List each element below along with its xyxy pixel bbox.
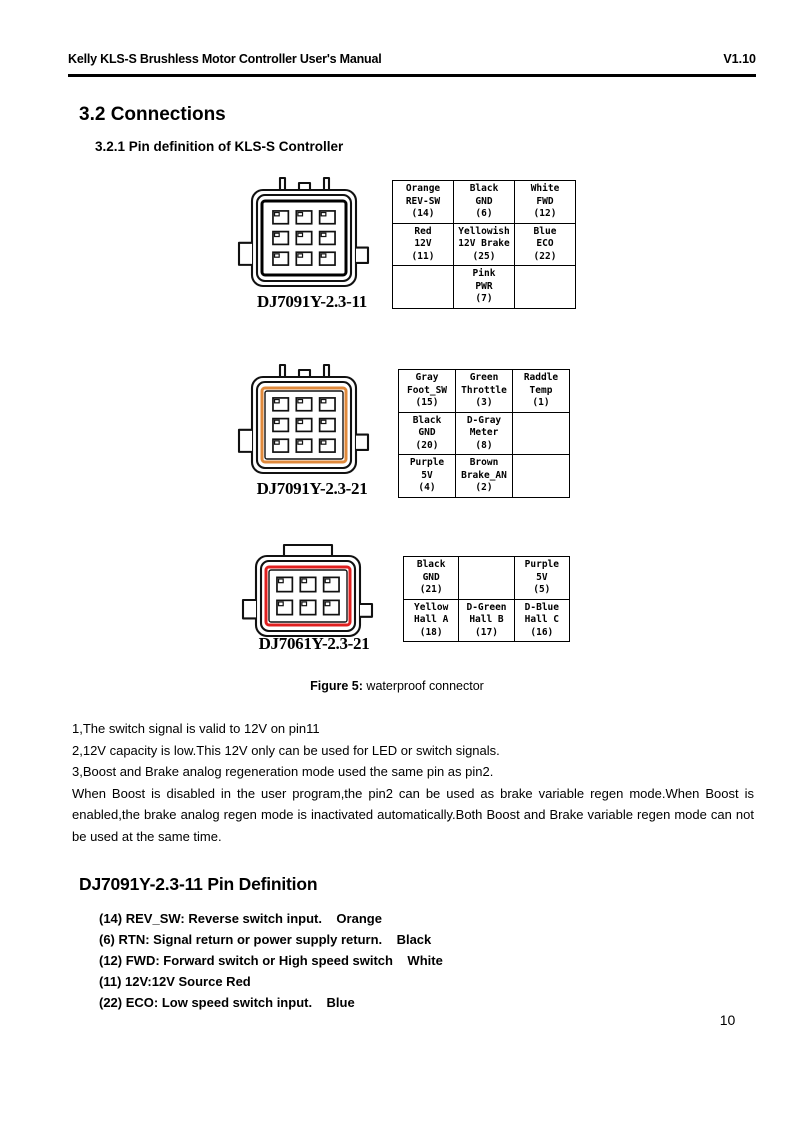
table-row: [393, 223, 576, 266]
pin-signal: GND: [418, 427, 436, 439]
pin-signal: 12V Brake: [458, 238, 510, 250]
pin-pin: (15): [415, 397, 439, 409]
pin-cell: [393, 181, 454, 224]
pin-table-3: [403, 556, 570, 642]
pin-color: Gray: [415, 372, 439, 383]
notes-block: [72, 718, 754, 847]
pin-pin: (2): [475, 482, 493, 494]
pin-color: Brown: [469, 457, 499, 469]
pin-cell: [454, 181, 515, 224]
pin-definition-item: (14) REV_SW: Reverse switch input. Orange: [99, 911, 382, 926]
connector-drawing-2: [236, 363, 388, 511]
pin-color: Red: [414, 225, 432, 237]
table-row: [399, 370, 570, 413]
pin-signal: 12V: [414, 238, 432, 250]
pin-signal: 5V: [536, 571, 548, 583]
connector-2-graphic: [236, 363, 388, 490]
pin-definition-item: (12) FWD: Forward switch or High speed switch White: [99, 953, 443, 968]
pin-pin: (18): [419, 626, 443, 638]
note-line-1: 1,The switch signal is valid to 12V on pin11: [72, 721, 320, 736]
pin-signal: Throttle: [461, 384, 507, 396]
pin-definition-item: (6) RTN: Signal return or power supply return. Black: [99, 932, 432, 947]
pin-color: D-Green: [466, 601, 507, 613]
pin-cell-empty: [513, 455, 570, 498]
figure-caption-label: Figure 5:: [310, 679, 363, 693]
table-row: [393, 181, 576, 224]
pin-cell: [399, 455, 456, 498]
table-row: [399, 455, 570, 498]
pin-color: Black: [469, 183, 499, 194]
pin-signal: Meter: [469, 427, 499, 439]
pin-signal: PWR: [475, 280, 493, 292]
figure-caption-text: waterproof connector: [362, 679, 484, 693]
pin-color: D-Blue: [524, 601, 559, 613]
pin-pin: (1): [532, 397, 550, 409]
table-row: [393, 266, 576, 309]
pin-pin: (3): [475, 397, 493, 409]
connector-drawing-3: [240, 540, 388, 665]
page-number: 10: [719, 1012, 736, 1028]
header-divider: [68, 74, 756, 77]
pin-color: White: [530, 183, 560, 194]
pin-signal: REV-SW: [405, 195, 441, 207]
pin-color: Black: [416, 559, 446, 570]
pin-signal: Hall C: [524, 614, 559, 626]
pin-cell: [393, 223, 454, 266]
connector-label-2: DJ7091Y-2.3-21: [256, 479, 368, 498]
pin-cell: [456, 455, 513, 498]
subsection-title: 3.2.1 Pin definition of KLS-S Controller: [95, 139, 344, 154]
pin-signal: 5V: [421, 469, 433, 481]
header-title: Kelly KLS-S Brushless Motor Controller User's Manual: [68, 52, 382, 66]
pin-table-1: [392, 180, 576, 309]
pin-cell-empty: [515, 266, 576, 309]
pin-color: Blue: [533, 225, 557, 237]
pin-pin: (20): [415, 439, 439, 451]
pin-pin: (21): [419, 584, 443, 596]
connector-drawing-1: [236, 176, 388, 324]
pin-pin: (25): [472, 250, 496, 262]
pin-signal: ECO: [536, 238, 554, 250]
note-line-2: 2,12V capacity is low.This 12V only can be used for LED or switch signals.: [72, 742, 500, 758]
table-row: [399, 412, 570, 455]
pin-signal: FWD: [536, 195, 554, 207]
pin-color: D-Gray: [466, 414, 502, 426]
figure-caption: [0, 679, 794, 693]
pin-pin: (17): [475, 626, 498, 638]
pin-pin: (5): [533, 584, 551, 596]
pin-cell: [404, 599, 459, 642]
pin-pin: (4): [418, 482, 436, 494]
pin-pin: (8): [475, 439, 493, 451]
pin-cell-empty: [459, 557, 514, 600]
note-line-3: 3,Boost and Brake analog regeneration mode used the same pin as pin2.: [72, 764, 494, 779]
connector-label-3: DJ7061Y-2.3-21: [258, 634, 370, 653]
pin-pin: (11): [411, 250, 435, 262]
pin-signal: Temp: [529, 384, 553, 396]
page-header: [68, 52, 756, 66]
pin-cell: [404, 557, 459, 600]
pin-cell: [454, 266, 515, 309]
pin-table-2: [398, 369, 570, 498]
pin-signal: Hall A: [414, 614, 449, 626]
connector-label-1: DJ7091Y-2.3-11: [257, 292, 367, 311]
pin-pin: (6): [475, 208, 493, 220]
pin-color: Orange: [405, 183, 441, 194]
pin-pin: (16): [530, 626, 554, 638]
pin-cell: [514, 599, 569, 642]
pin-cell: [399, 370, 456, 413]
pin-cell: [399, 412, 456, 455]
pin-cell: [454, 223, 515, 266]
pin-pin: (12): [533, 208, 557, 220]
pin-color: Yellowish: [458, 225, 510, 237]
section-title: 3.2 Connections: [79, 104, 226, 125]
pin-definition-item: (11) 12V:12V Source Red: [99, 974, 251, 989]
pin-definition-title: DJ7091Y-2.3-11 Pin Definition: [79, 874, 318, 894]
header-version: V1.10: [723, 52, 756, 66]
pin-color: Purple: [524, 559, 559, 570]
pin-signal: GND: [422, 571, 440, 583]
pin-cell: [515, 181, 576, 224]
pin-definition-list: [99, 908, 719, 1013]
pin-color: Pink: [472, 268, 496, 280]
connector-1-graphic: [236, 176, 388, 303]
pin-color: Yellow: [414, 601, 449, 613]
table-row: [404, 557, 570, 600]
pin-cell: [456, 370, 513, 413]
pin-cell: [459, 599, 514, 642]
pin-color: Green: [469, 372, 499, 383]
pin-pin: (7): [475, 293, 493, 305]
pin-pin: (22): [533, 250, 557, 262]
pin-cell-empty: [393, 266, 454, 309]
pin-color: Purple: [409, 457, 445, 469]
pin-signal: GND: [475, 195, 493, 207]
pin-definition-item: (22) ECO: Low speed switch input. Blue: [99, 995, 355, 1010]
pin-signal: Brake_AN: [461, 469, 507, 481]
table-row: [404, 599, 570, 642]
pin-signal: Foot_SW: [406, 384, 448, 396]
pin-cell: [514, 557, 569, 600]
pin-cell: [456, 412, 513, 455]
pin-color: Raddle: [523, 372, 559, 383]
pin-pin: (14): [411, 208, 435, 220]
pin-cell: [513, 370, 570, 413]
pin-signal: Hall B: [469, 614, 504, 626]
pin-cell: [515, 223, 576, 266]
pin-color: Black: [412, 414, 442, 426]
pin-cell-empty: [513, 412, 570, 455]
note-paragraph: When Boost is disabled in the user program,the pin2 can be used as brake variable regen mode.When Boost is enabled,the brake analog regen mode is inactivated automatically.Both Boost and Brake variable regen mode can not be used at the same time.: [72, 785, 754, 844]
